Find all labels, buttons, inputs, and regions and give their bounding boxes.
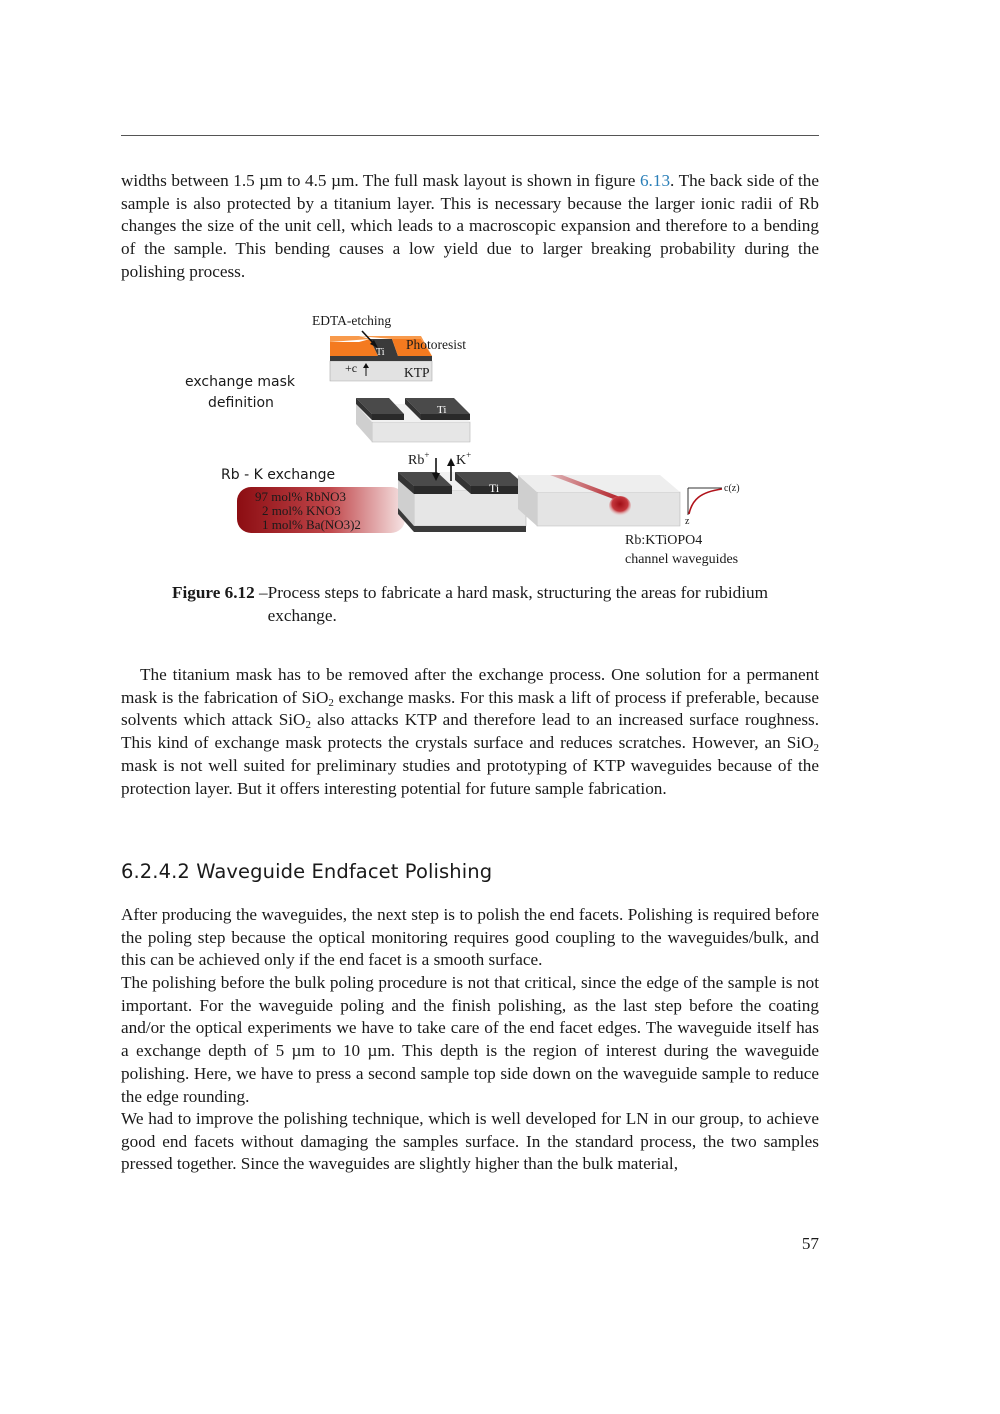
edta-etching-label: EDTA-etching: [312, 313, 392, 328]
caption-label: Figure 6.12: [172, 583, 255, 602]
k-ion-label: K+: [456, 450, 472, 468]
caption-text: Process steps to fabricate a hard mask, structuring the areas for rubidium exchange.: [267, 583, 768, 625]
paragraph-polishing-intro: After producing the waveguides, the next step is to polish the end facets. Polishing is required before the poling step because the optical monitoring requires good coupling to the waveguides/bulk, and this can be achieved only if the end facet is a smooth surface.: [121, 905, 819, 970]
z-axis-label: z: [685, 516, 690, 527]
channel-waveguides-label: channel waveguides: [625, 552, 739, 567]
paragraph-polishing-technique: We had to improve the polishing technique, which is well developed for LN in our group, to achieve good end facets without damaging the samples surface. In the standard process, the two samples pressed together. Since the waveguides are slightly higher than the bulk material,: [121, 1109, 819, 1174]
ti-label-step1: Ti: [376, 347, 385, 358]
ti-label-step2: Ti: [437, 404, 447, 416]
plus-c-axis-label: +c: [345, 361, 358, 375]
cz-axis-label: c(z): [724, 483, 740, 494]
caption-dash: –: [254, 583, 268, 602]
intro-paragraph: [121, 170, 819, 284]
waveguide-block: [518, 475, 680, 526]
melt-composition-bano32: 1 mol% Ba(NO3)2: [262, 517, 361, 532]
step2-block: [356, 398, 470, 442]
ktp-label: KTP: [404, 365, 430, 380]
intro-text-end: . The back side of the sample is also protected by a titanium layer. This is necessary because the larger ionic radii of Rb changes the size of the unit cell, which leads to a macroscopic expansion and therefore to a bending of the sample. This bending causes a low yield due to larger breaking probability during the polishing process.: [121, 171, 819, 281]
page-number: 57: [801, 1234, 819, 1253]
section-heading: 6.2.4.2 Waveguide Endfacet Polishing: [121, 860, 493, 883]
header-rule: [121, 135, 819, 136]
melt-composition-rbno3: 97 mol% RbNO3: [255, 489, 346, 504]
concentration-profile: [688, 488, 722, 515]
paragraph-polishing-edges: The polishing before the bulk poling procedure is not that critical, since the edge of the sample is not important. For the waveguide poling and the finish polishing, as the last step before the coating and/or the optical experiments we have to take care of the end facet edges. The waveguide itself has a exchange depth of 5 µm to 10 µm. This depth is the region of interest during the waveguide polishing. Here, we have to press a second sample top side down on the waveguide sample to reduce the edge rounding.: [121, 973, 819, 1106]
figure-caption: [172, 581, 768, 627]
rb-ion-label: Rb+: [408, 450, 430, 468]
figure-6-12: [0, 300, 1000, 580]
ti-label-step3: Ti: [489, 481, 500, 495]
waveguide-material-label: Rb:KTiOPO4: [625, 533, 703, 548]
step3-block: [398, 458, 526, 532]
photoresist-label: Photoresist: [406, 337, 467, 352]
figure-link-6-13[interactable]: 6.13: [639, 171, 671, 190]
intro-text-start: widths between 1.5 µm to 4.5 µm. The full mask layout is shown in figure: [121, 171, 640, 190]
paragraph-sio2-mask: The titanium mask has to be removed after the exchange process. One solution for a permanent mask is the fabrication of SiO$_2$ exchange masks. For this mask a lift of process if preferable, because solvents which attack SiO$_2$ also attacks KTP and therefore lead to an increased surface roughness. This kind of exchange mask protects the crystals surface and reduces scratches. However, an SiO$_2$ mask is not well suited for preliminary studies and prototyping of KTP waveguides because of the protection layer. But it offers interesting potential for future sample fabrication.: [121, 665, 819, 798]
exchange-mask-label-line1: exchange mask: [185, 374, 295, 390]
melt-composition-kno3: 2 mol% KNO3: [262, 503, 341, 518]
exchange-mask-label-line2: definition: [208, 395, 274, 411]
rb-k-exchange-label: Rb - K exchange: [221, 467, 336, 483]
process-diagram: [0, 300, 1000, 580]
